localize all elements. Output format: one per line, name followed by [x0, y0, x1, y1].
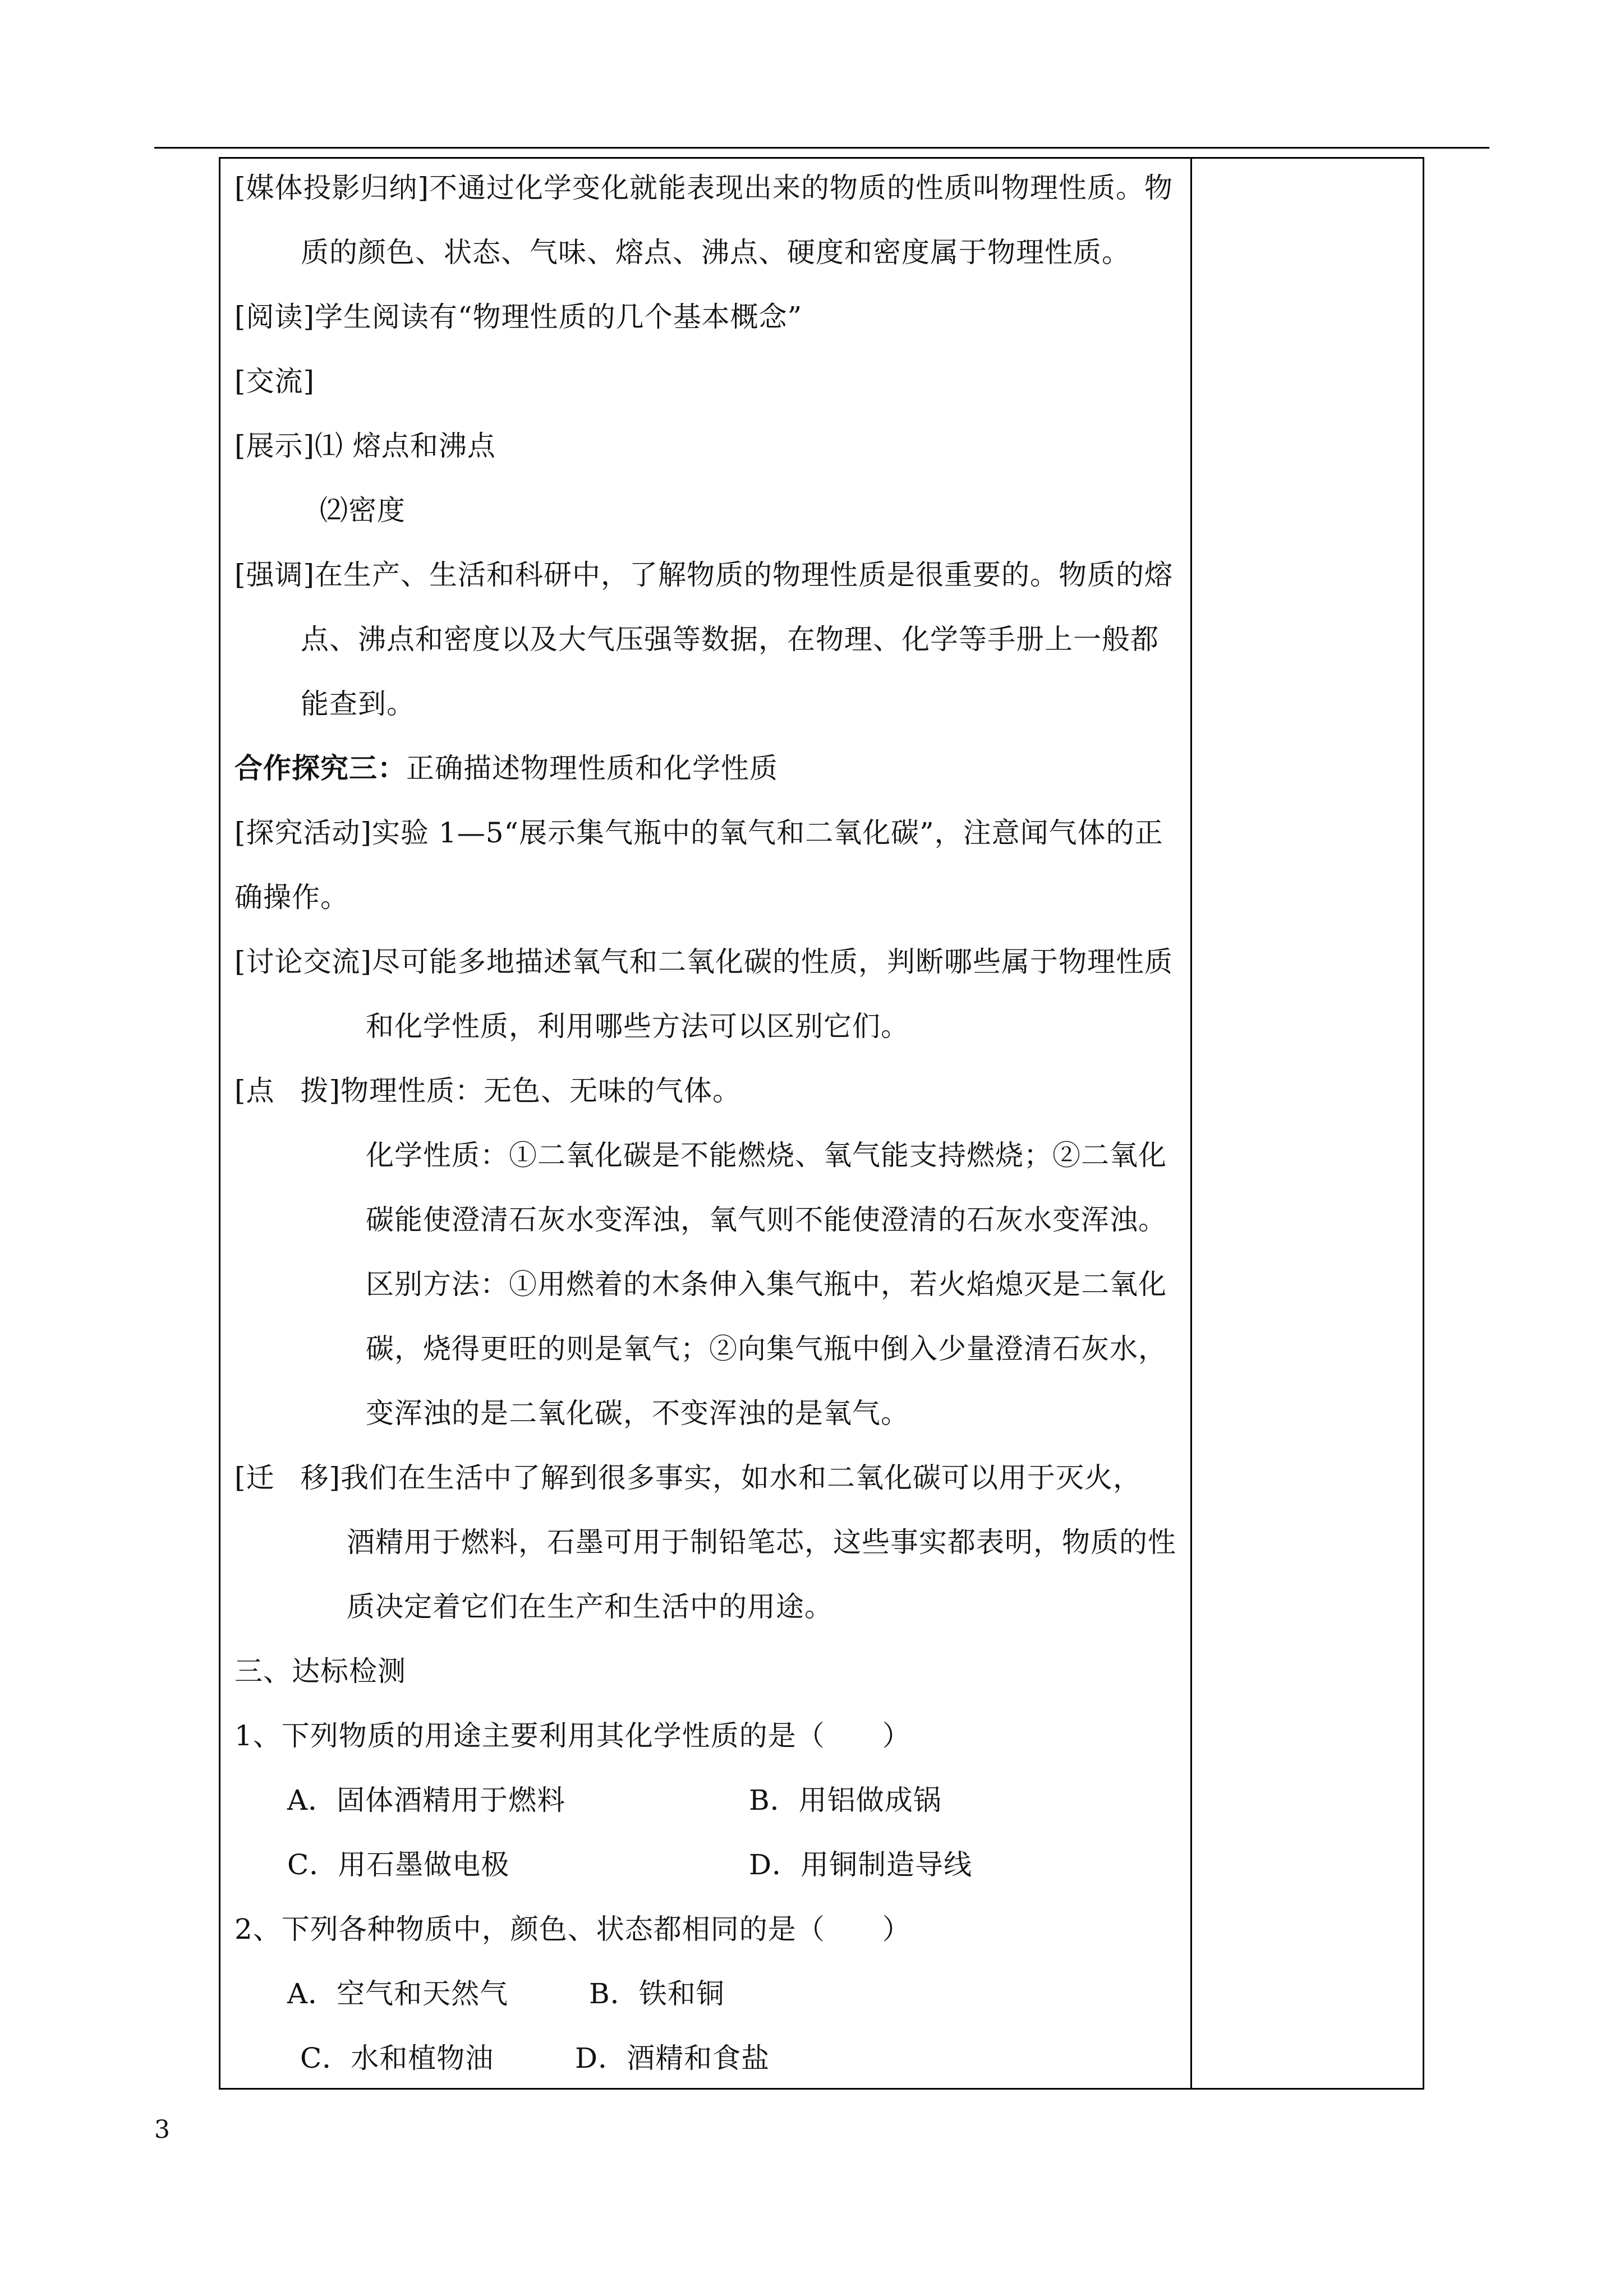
table-column-divider [1190, 157, 1192, 2090]
text-line [234, 1074, 741, 1108]
text-line: 能查到。 [301, 688, 415, 720]
text-line: [展示]⑴ 熔点和沸点 [234, 430, 496, 462]
text-line: 质的颜色、状态、气味、熔点、沸点、硬度和密度属于物理性质。 [301, 236, 1130, 269]
option-2a: A．空气和天然气 [287, 1977, 509, 2010]
text-line: [讨论交流]尽可能多地描述氧气和二氧化碳的性质，判断哪些属于物理性质 [234, 946, 1174, 978]
text-line: 碳能使澄清石灰水变浑浊，氧气则不能使澄清的石灰水变浑浊。 [366, 1204, 1167, 1236]
question-1: 1、下列物质的用途主要利用其化学性质的是（ ） [234, 1719, 911, 1752]
option-1c: C．用石墨做电极 [287, 1848, 510, 1881]
text-line: 变浑浊的是二氧化碳，不变浑浊的是氧气。 [366, 1397, 909, 1430]
section-heading-text: 正确描述物理性质和化学性质 [406, 752, 778, 785]
option-2c: C．水和植物油 [300, 2042, 494, 2074]
option-2d: D．酒精和食盐 [575, 2042, 770, 2074]
option-1a: A．固体酒精用于燃料 [287, 1784, 566, 1816]
text-line: [阅读]学生阅读有“物理性质的几个基本概念” [234, 301, 803, 333]
text-line: 化学性质：①二氧化碳是不能燃烧、氧气能支持燃烧；②二氧化 [366, 1139, 1167, 1172]
text-line: 确操作。 [234, 881, 349, 914]
text-line: 和化学性质，利用哪些方法可以区别它们。 [366, 1010, 909, 1043]
text-line: 三、达标检测 [234, 1655, 406, 1688]
text-line: ⑵密度 [320, 494, 406, 527]
option-1b: B．用铝做成锅 [749, 1784, 942, 1816]
text-line: 点、沸点和密度以及大气压强等数据，在物理、化学等手册上一般都 [301, 623, 1159, 656]
text-fragment: [迁 [234, 1461, 275, 1494]
section-heading [234, 751, 778, 785]
text-line [234, 1461, 1142, 1495]
question-2: 2、下列各种物质中，颜色、状态都相同的是（ ） [234, 1913, 911, 1945]
text-fragment: 移]我们在生活中了解到很多事实，如水和二氧化碳可以用于灭火， [300, 1461, 1142, 1494]
header-rule [154, 147, 1489, 149]
text-line: 质决定着它们在生产和生活中的用途。 [347, 1590, 833, 1623]
text-line: [强调]在生产、生活和科研中，了解物质的物理性质是很重要的。物质的熔 [234, 559, 1174, 591]
text-line: [媒体投影归纳]不通过化学变化就能表现出来的物质的性质叫物理性质。物 [234, 172, 1174, 204]
text-fragment: 拨]物理性质：无色、无味的气体。 [300, 1075, 742, 1107]
text-line: [交流] [234, 365, 315, 398]
text-fragment: [点 [234, 1075, 275, 1107]
text-line: 酒精用于燃料，石墨可用于制铅笔芯，这些事实都表明，物质的性 [347, 1526, 1176, 1559]
option-2b: B．铁和铜 [589, 1977, 725, 2010]
text-line: 区别方法：①用燃着的木条伸入集气瓶中，若火焰熄灭是二氧化 [366, 1268, 1167, 1301]
option-1d: D．用铜制造导线 [749, 1848, 973, 1881]
text-line: [探究活动]实验 1—5“展示集气瓶中的氧气和二氧化碳”，注意闻气体的正 [234, 817, 1163, 849]
page-number: 3 [154, 2115, 170, 2144]
text-line: 碳，烧得更旺的则是氧气；②向集气瓶中倒入少量澄清石灰水， [366, 1333, 1167, 1365]
section-heading-label: 合作探究三： [234, 751, 406, 785]
